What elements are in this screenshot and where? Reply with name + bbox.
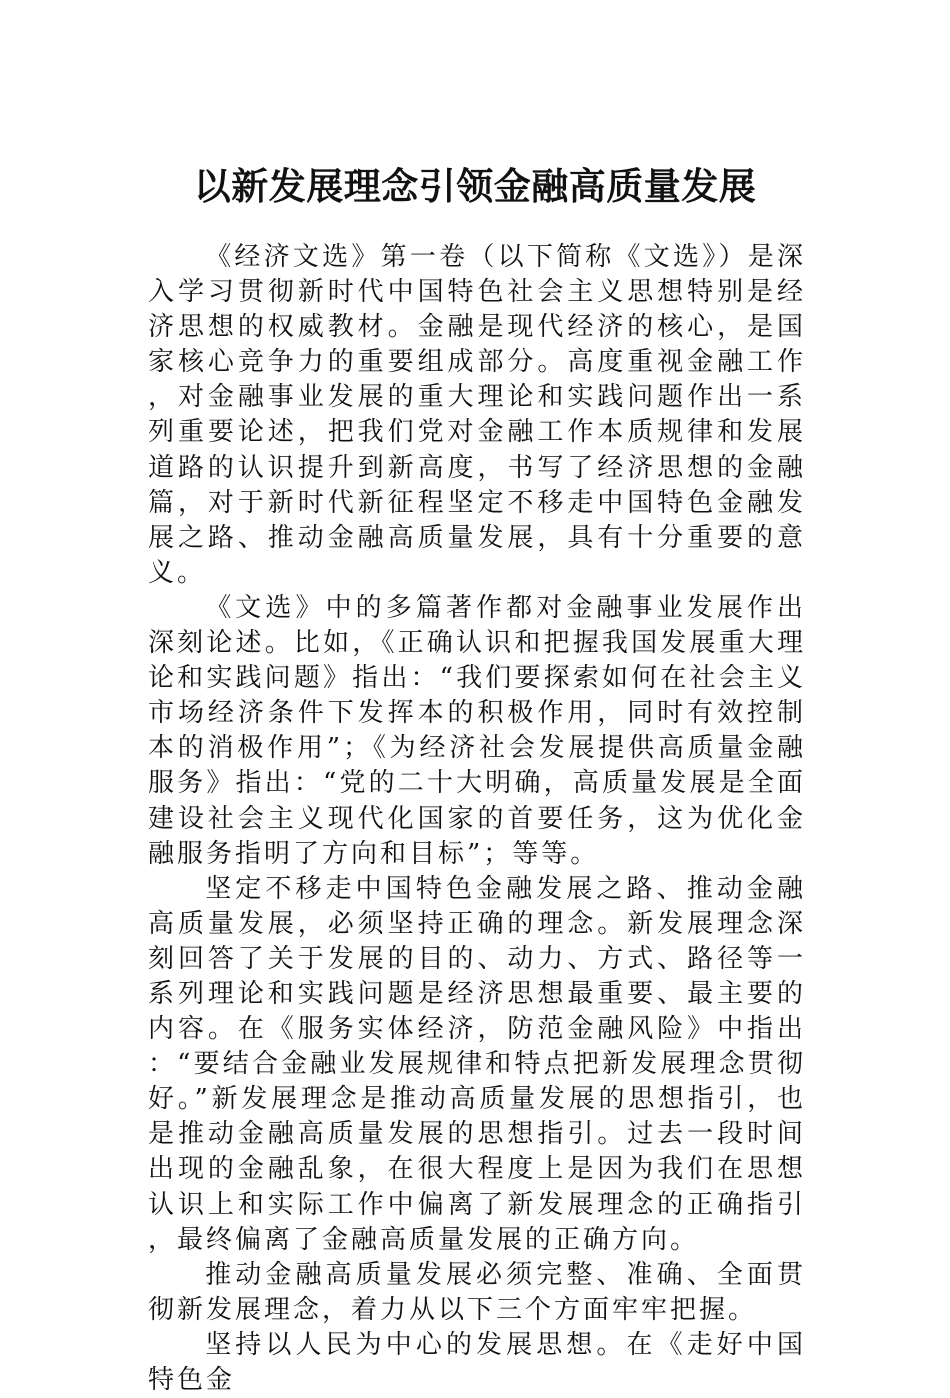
paragraph-4: 推动金融高质量发展必须完整、准确、全面贯彻新发展理念，着力从以下三个方面牢牢把握。	[148, 1259, 806, 1325]
document-body	[148, 240, 806, 1398]
paragraph-2: 《文选》中的多篇著作都对金融事业发展作出深刻论述。比如，《正确认识和把握我国发展重大理论和实践问题》指出：“我们要探索如何在社会主义市场经济条件下发挥本的积极作用，同时有效控制本的消极作用”；《为经济社会发展提供高质量金融服务》指出：“党的二十大明确，高质量发展是全面建设社会主义现代化国家的首要任务，这为优化金融服务指明了方向和目标”；等等。	[148, 592, 806, 869]
paragraph-1: 《经济文选》第一卷（以下简称《文选》）是深入学习贯彻新时代中国特色社会主义思想特别是经济思想的权威教材。金融是现代经济的核心，是国家核心竞争力的重要组成部分。高度重视金融工作，对金融事业发展的重大理论和实践问题作出一系列重要论述，把我们党对金融工作本质规律和发展道路的认识提升到新高度，书写了经济思想的金融篇，对于新时代新征程坚定不移走中国特色金融发展之路、推动金融高质量发展，具有十分重要的意义。	[148, 242, 806, 588]
paragraph-5: 坚持以人民为中心的发展思想。在《走好中国特色金	[148, 1329, 806, 1395]
paragraph-3: 坚定不移走中国特色金融发展之路、推动金融高质量发展，必须坚持正确的理念。新发展理念深刻回答了关于发展的目的、动力、方式、路径等一系列理论和实践问题是经济思想最重要、最主要的内容。在《服务实体经济，防范金融风险》中指出：“要结合金融业发展规律和特点把新发展理念贯彻好。”新发展理念是推动高质量发展的思想指引，也是推动金融高质量发展的思想指引。过去一段时间出现的金融乱象，在很大程度上是因为我们在思想认识上和实际工作中偏离了新发展理念的正确指引，最终偏离了金融高质量发展的正确方向。	[148, 873, 806, 1255]
document-title: 以新发展理念引领金融高质量发展	[193, 164, 757, 208]
